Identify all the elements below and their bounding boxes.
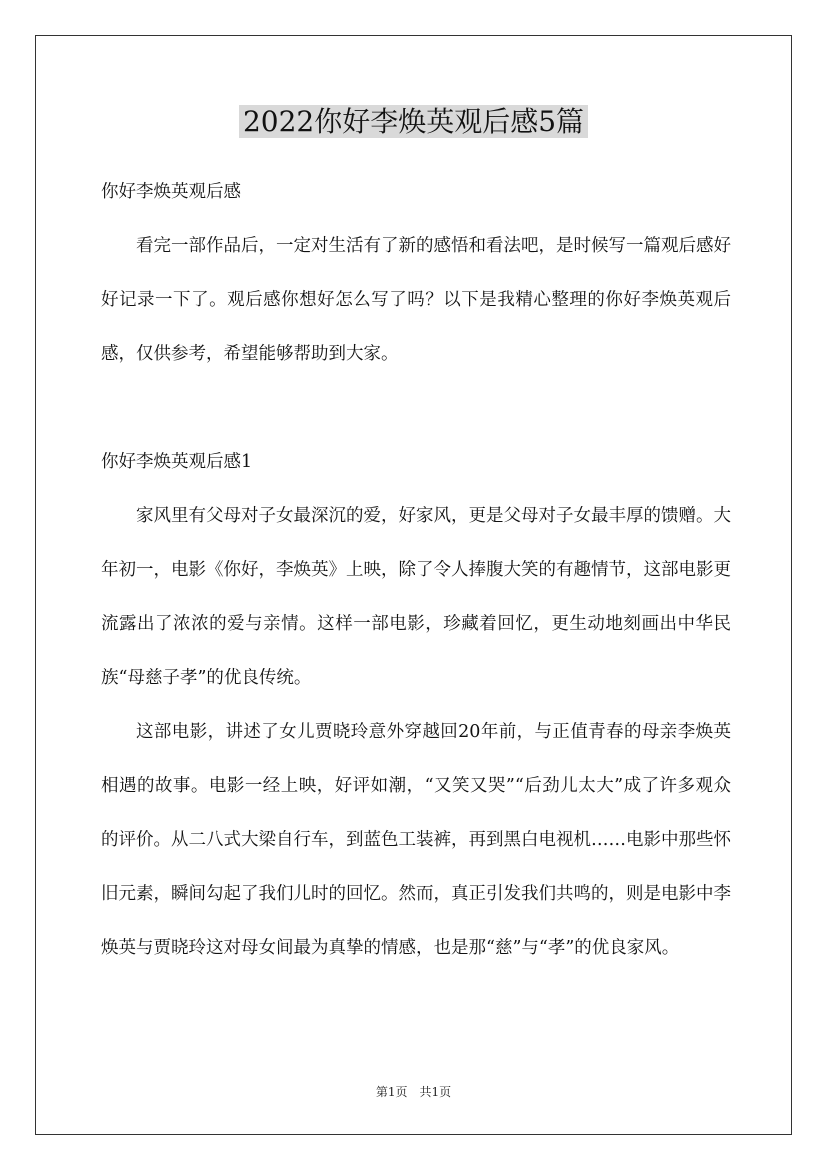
intro-heading: 你好李焕英观后感	[101, 182, 241, 202]
page-number-current: 第1页	[375, 1085, 408, 1099]
intro-paragraph: 看完一部作品后，一定对生活有了新的感悟和看法吧，是时候写一篇观后感好好记录一下了。观后感你想好怎么写了吗？以下是我精心整理的你好李焕英观后感，仅供参考，希望能够帮助到大家。	[101, 236, 731, 364]
section1-paragraph-2: 这部电影，讲述了女儿贾晓玲意外穿越回20年前，与正值青春的母亲李焕英相遇的故事。电影一经上映，好评如潮，“又笑又哭”“后劲儿太大”成了许多观众的评价。从二八式大梁自行车，到蓝色工装裤，再到黑白电视机……电影中那些怀旧元素，瞬间勾起了我们儿时的回忆。然而，真正引发我们共鸣的，则是电影中李焕英与贾晓玲这对母女间最为真挚的情感，也是那“慈”与“孝”的优良家风。	[101, 722, 731, 958]
document-title	[0, 100, 827, 144]
document-title-text: 2022你好李焕英观后感5篇	[239, 105, 588, 138]
document-body	[101, 165, 731, 975]
page-number-total: 共1页	[419, 1085, 452, 1099]
section1-heading: 你好李焕英观后感1	[101, 452, 253, 472]
section1-paragraph-1: 家风里有父母对子女最深沉的爱，好家风，更是父母对子女最丰厚的馈赠。大年初一，电影《你好，李焕英》上映，除了令人捧腹大笑的有趣情节，这部电影更流露出了浓浓的爱与亲情。这样一部电影，珍藏着回忆，更生动地刻画出中华民族“母慈子孝”的优良传统。	[101, 506, 731, 688]
section-spacer	[101, 381, 731, 435]
page-footer	[0, 1082, 827, 1102]
